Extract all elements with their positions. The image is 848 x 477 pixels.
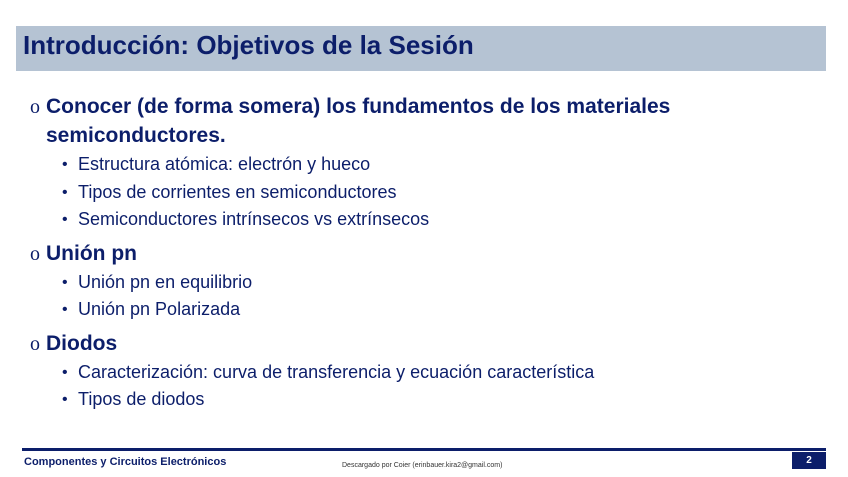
sub-item-text: Caracterización: curva de transferencia y ecuación característica xyxy=(78,361,595,382)
main-item-text: Diodos xyxy=(46,331,118,355)
section-diodos xyxy=(32,329,822,414)
sub-item xyxy=(32,206,822,234)
main-item-text-line1: Conocer (de forma somera) los fundamentos de los materiales xyxy=(46,95,671,118)
circle-bullet-icon: o xyxy=(30,332,40,355)
dot-bullet-icon: • xyxy=(62,156,68,173)
sub-item xyxy=(32,179,822,207)
sub-item-text: Tipos de corrientes en semiconductores xyxy=(78,181,397,202)
sub-item-text: Unión pn en equilibrio xyxy=(78,271,253,292)
sub-item xyxy=(32,269,822,297)
sub-item-text: Semiconductores intrínsecos vs extrínsecos xyxy=(78,209,430,229)
main-item-text-line2: semiconductores. xyxy=(46,124,226,147)
footer-download-note: Descargado por Coier (erinbauer.kira2@gmail.com) xyxy=(342,462,503,469)
footer-course-title: Componentes y Circuitos Electrónicos xyxy=(24,456,227,468)
dot-bullet-icon: • xyxy=(62,391,68,408)
section-semiconductores xyxy=(32,92,822,234)
title-bar xyxy=(16,26,826,71)
sub-item-text: Estructura atómica: electrón y hueco xyxy=(78,154,371,174)
main-item xyxy=(32,239,822,268)
dot-bullet-icon: • xyxy=(62,211,68,228)
page-number-badge: 2 xyxy=(792,452,826,469)
sub-item-text: Tipos de diodos xyxy=(78,389,205,409)
main-item xyxy=(32,92,822,150)
slide-title: Introducción: Objetivos de la Sesión xyxy=(23,30,474,60)
circle-bullet-icon: o xyxy=(30,96,40,118)
main-item-text: Unión pn xyxy=(46,241,137,265)
sub-item xyxy=(32,296,822,324)
sub-item-text: Unión pn Polarizada xyxy=(78,299,241,319)
sub-item xyxy=(32,359,822,387)
dot-bullet-icon: • xyxy=(62,301,68,318)
sub-item xyxy=(32,386,822,414)
sub-list xyxy=(32,269,822,324)
dot-bullet-icon: • xyxy=(62,183,68,201)
section-union-pn xyxy=(32,239,822,324)
main-item xyxy=(32,329,822,358)
objectives-list xyxy=(32,92,822,419)
dot-bullet-icon: • xyxy=(62,363,68,381)
sub-item xyxy=(32,151,822,179)
sub-list xyxy=(32,151,822,234)
circle-bullet-icon: o xyxy=(30,242,40,265)
sub-list xyxy=(32,359,822,414)
dot-bullet-icon: • xyxy=(62,273,68,291)
footer-divider xyxy=(22,448,826,451)
